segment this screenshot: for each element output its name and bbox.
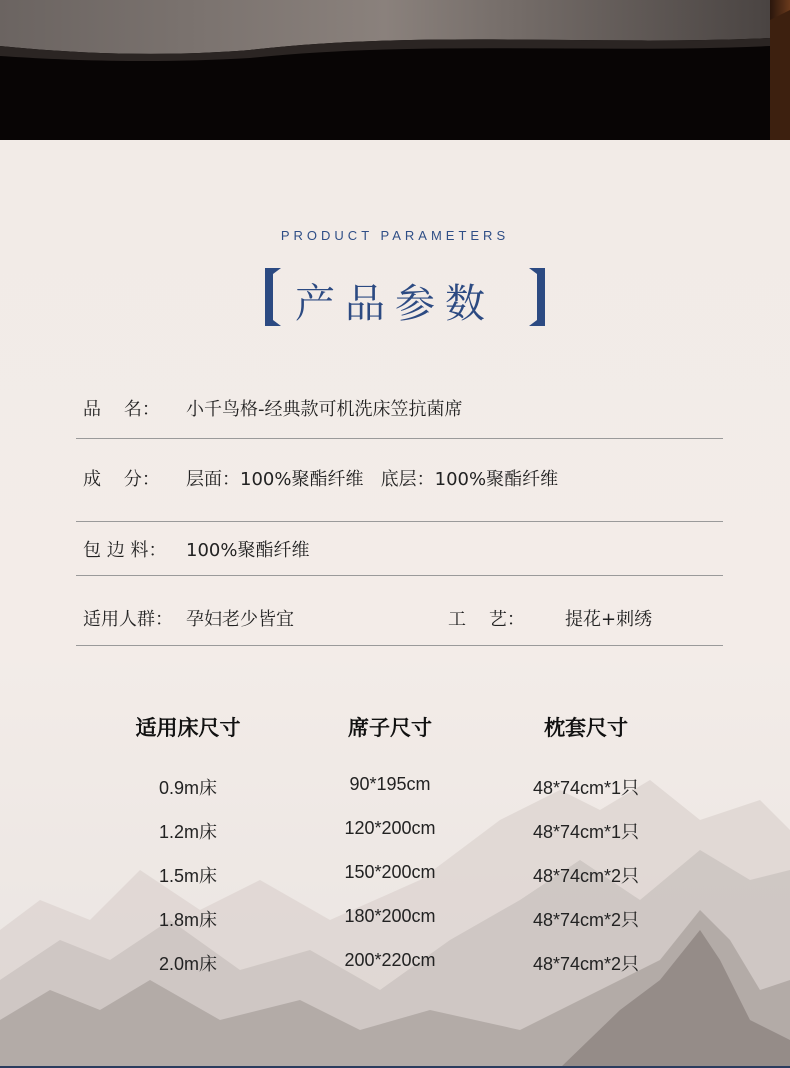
param-label-craft: 工 艺： [448, 609, 525, 630]
size-cell-bed: 0.9m床 [158, 778, 218, 798]
param-label: 品 名： [83, 399, 160, 420]
size-cell-mat: 120*200cm [344, 818, 436, 838]
parameters-section [0, 140, 790, 1068]
size-cell-bed: 1.8m床 [158, 910, 218, 930]
size-cell-bed: 2.0m床 [158, 954, 218, 974]
size-header-pillowcase: 枕套尺寸 [544, 716, 628, 740]
product-photo-banner [0, 0, 790, 140]
right-bracket-icon [527, 268, 547, 326]
section-title-chinese: 产品参数 [295, 281, 495, 327]
divider [76, 645, 723, 646]
size-cell-pillowcase: 48*74cm*2只 [532, 866, 640, 886]
param-value: 小千鸟格-经典款可机洗床笠抗菌席 [186, 399, 463, 420]
param-value: 孕妇老少皆宜 [186, 609, 294, 630]
divider [76, 521, 723, 522]
size-header-mat: 席子尺寸 [348, 716, 432, 740]
section-title-block [0, 268, 790, 326]
size-cell-mat: 90*195cm [349, 774, 431, 794]
param-value: 层面：100%聚酯纤维 底层：100%聚酯纤维 [186, 469, 559, 490]
size-cell-pillowcase: 48*74cm*2只 [532, 910, 640, 930]
size-cell-mat: 150*200cm [344, 862, 436, 882]
size-cell-pillowcase: 48*74cm*1只 [532, 778, 640, 798]
param-label: 成 分： [83, 469, 160, 490]
size-cell-mat: 180*200cm [344, 906, 436, 926]
param-value: 100%聚酯纤维 [186, 540, 310, 561]
bed-mat-photo [0, 0, 790, 140]
param-label: 包 边 料： [83, 540, 167, 561]
size-cell-pillowcase: 48*74cm*1只 [532, 822, 640, 842]
param-label: 适用人群： [83, 609, 173, 630]
size-cell-pillowcase: 48*74cm*2只 [532, 954, 640, 974]
section-title-english: PRODUCT PARAMETERS [280, 228, 510, 243]
size-cell-bed: 1.2m床 [158, 822, 218, 842]
size-header-bed: 适用床尺寸 [135, 716, 241, 740]
param-value-craft: 提花+刺绣 [565, 609, 653, 630]
divider [76, 575, 723, 576]
size-cell-mat: 200*220cm [344, 950, 436, 970]
divider [76, 438, 723, 439]
size-cell-bed: 1.5m床 [158, 866, 218, 886]
